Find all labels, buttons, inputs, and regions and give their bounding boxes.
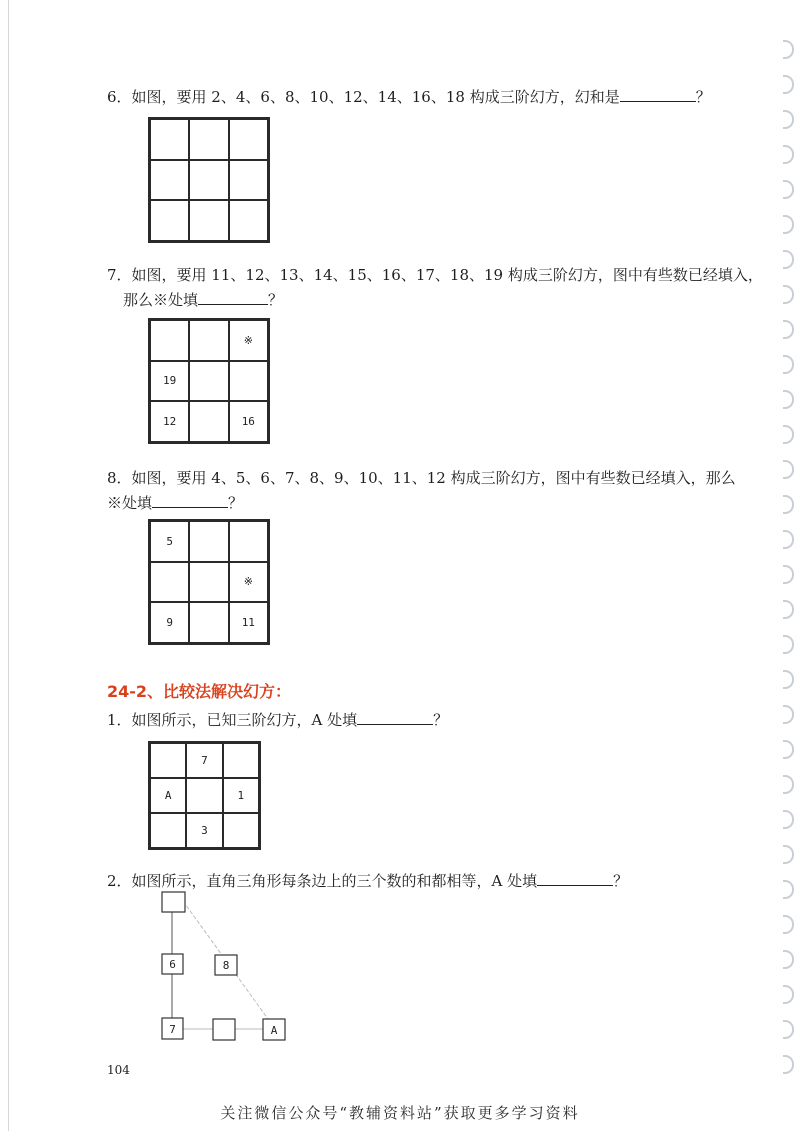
binding-ring bbox=[783, 845, 794, 864]
page-number: 104 bbox=[107, 1063, 130, 1077]
grid-cell bbox=[229, 160, 268, 201]
binding-ring bbox=[783, 775, 794, 794]
grid-cell bbox=[150, 813, 186, 848]
binding-ring bbox=[783, 460, 794, 479]
binding-ring bbox=[783, 565, 794, 584]
binding-ring bbox=[783, 355, 794, 374]
binding-ring bbox=[783, 320, 794, 339]
answer-blank[interactable] bbox=[620, 84, 696, 102]
magic-square-grid-8 bbox=[148, 519, 270, 645]
magic-square-grid-q1 bbox=[148, 741, 261, 850]
problem-6-suffix: ？ bbox=[695, 88, 711, 106]
binding-ring bbox=[783, 495, 794, 514]
binding-ring bbox=[783, 1055, 794, 1074]
problem-8-suffix: ？ bbox=[228, 494, 244, 512]
grid-cell: 11 bbox=[229, 602, 268, 643]
grid-cell: 19 bbox=[150, 361, 189, 402]
problem-7-suffix: ？ bbox=[268, 291, 284, 309]
node-hyp-mid-label: 8 bbox=[222, 959, 230, 972]
problem-8-text: ※处填 bbox=[107, 494, 153, 512]
grid-cell: 7 bbox=[186, 743, 222, 778]
binding-ring bbox=[783, 1020, 794, 1039]
grid-cell bbox=[223, 813, 259, 848]
problem-6 bbox=[107, 84, 711, 109]
grid-cell bbox=[229, 361, 268, 402]
grid-cell: 5 bbox=[150, 521, 189, 562]
grid-cell bbox=[150, 200, 189, 241]
problem-7-text: 那么※处填 bbox=[123, 291, 199, 309]
binding-ring bbox=[783, 180, 794, 199]
binding-ring bbox=[783, 110, 794, 129]
footer-note: 关注微信公众号“教辅资料站”获取更多学习资料 bbox=[220, 1104, 580, 1122]
grid-cell: 3 bbox=[186, 813, 222, 848]
grid-cell bbox=[223, 743, 259, 778]
question-2-text: 2．如图所示，直角三角形每条边上的三个数的和都相等，A 处填 bbox=[107, 872, 538, 890]
binding-ring bbox=[783, 390, 794, 409]
node-top bbox=[162, 892, 185, 912]
binding-ring bbox=[783, 215, 794, 234]
grid-cell: ※ bbox=[229, 562, 268, 603]
binding-ring bbox=[783, 810, 794, 829]
node-bottom-right-label: A bbox=[270, 1024, 278, 1037]
grid-cell bbox=[229, 200, 268, 241]
binding-ring bbox=[783, 985, 794, 1004]
node-left-mid-label: 6 bbox=[169, 958, 176, 971]
answer-blank[interactable] bbox=[537, 868, 613, 886]
section-question-1 bbox=[107, 707, 448, 732]
binding-ring bbox=[783, 145, 794, 164]
grid-cell bbox=[150, 320, 189, 361]
grid-cell bbox=[189, 361, 228, 402]
grid-cell bbox=[150, 160, 189, 201]
magic-square-grid-7 bbox=[148, 318, 270, 444]
grid-cell: 16 bbox=[229, 401, 268, 442]
grid-cell bbox=[189, 200, 228, 241]
grid-cell bbox=[186, 778, 222, 813]
grid-cell bbox=[189, 320, 228, 361]
binding-ring bbox=[783, 600, 794, 619]
question-1-text: 1．如图所示，已知三阶幻方，A 处填 bbox=[107, 711, 358, 729]
grid-cell bbox=[229, 521, 268, 562]
right-triangle-diagram bbox=[150, 885, 300, 1045]
grid-cell bbox=[189, 401, 228, 442]
question-2-suffix: ？ bbox=[613, 872, 629, 890]
binding-ring bbox=[783, 915, 794, 934]
grid-cell bbox=[189, 602, 228, 643]
grid-cell bbox=[189, 160, 228, 201]
grid-cell: 1 bbox=[223, 778, 259, 813]
binding-ring bbox=[783, 880, 794, 899]
binding-ring bbox=[783, 75, 794, 94]
node-bottom-mid bbox=[213, 1019, 235, 1040]
problem-7-line2 bbox=[123, 287, 283, 312]
answer-blank[interactable] bbox=[198, 287, 268, 305]
grid-cell: 9 bbox=[150, 602, 189, 643]
binding-ring bbox=[783, 530, 794, 549]
binding-ring bbox=[783, 740, 794, 759]
binding-ring bbox=[783, 635, 794, 654]
spiral-binding bbox=[778, 40, 794, 1090]
grid-cell bbox=[189, 562, 228, 603]
binding-ring bbox=[783, 705, 794, 724]
answer-blank[interactable] bbox=[357, 707, 433, 725]
magic-square-grid-6 bbox=[148, 117, 270, 243]
grid-cell bbox=[229, 119, 268, 160]
binding-ring bbox=[783, 40, 794, 59]
binding-ring bbox=[783, 950, 794, 969]
problem-7-line1: 7．如图，要用 11、12、13、14、15、16、17、18、19 构成三阶幻方，图中有些数已经填入， bbox=[107, 266, 763, 284]
grid-cell bbox=[189, 119, 228, 160]
page-left-edge bbox=[8, 0, 9, 1131]
grid-cell: 12 bbox=[150, 401, 189, 442]
question-1-suffix: ？ bbox=[433, 711, 449, 729]
binding-ring bbox=[783, 285, 794, 304]
binding-ring bbox=[783, 670, 794, 689]
grid-cell bbox=[150, 119, 189, 160]
section-heading: 24-2、比较法解决幻方： bbox=[107, 682, 292, 701]
grid-cell bbox=[150, 743, 186, 778]
grid-cell bbox=[189, 521, 228, 562]
problem-8-line2 bbox=[107, 490, 243, 515]
grid-cell: A bbox=[150, 778, 186, 813]
binding-ring bbox=[783, 425, 794, 444]
problem-8-line1: 8．如图，要用 4、5、6、7、8、9、10、11、12 构成三阶幻方，图中有些数已经填入，那么 bbox=[107, 469, 736, 487]
binding-ring bbox=[783, 250, 794, 269]
grid-cell: ※ bbox=[229, 320, 268, 361]
answer-blank[interactable] bbox=[152, 490, 228, 508]
problem-6-text: 6．如图，要用 2、4、6、8、10、12、14、16、18 构成三阶幻方，幻和是 bbox=[107, 88, 620, 106]
grid-cell bbox=[150, 562, 189, 603]
node-bottom-left-label: 7 bbox=[169, 1023, 176, 1036]
